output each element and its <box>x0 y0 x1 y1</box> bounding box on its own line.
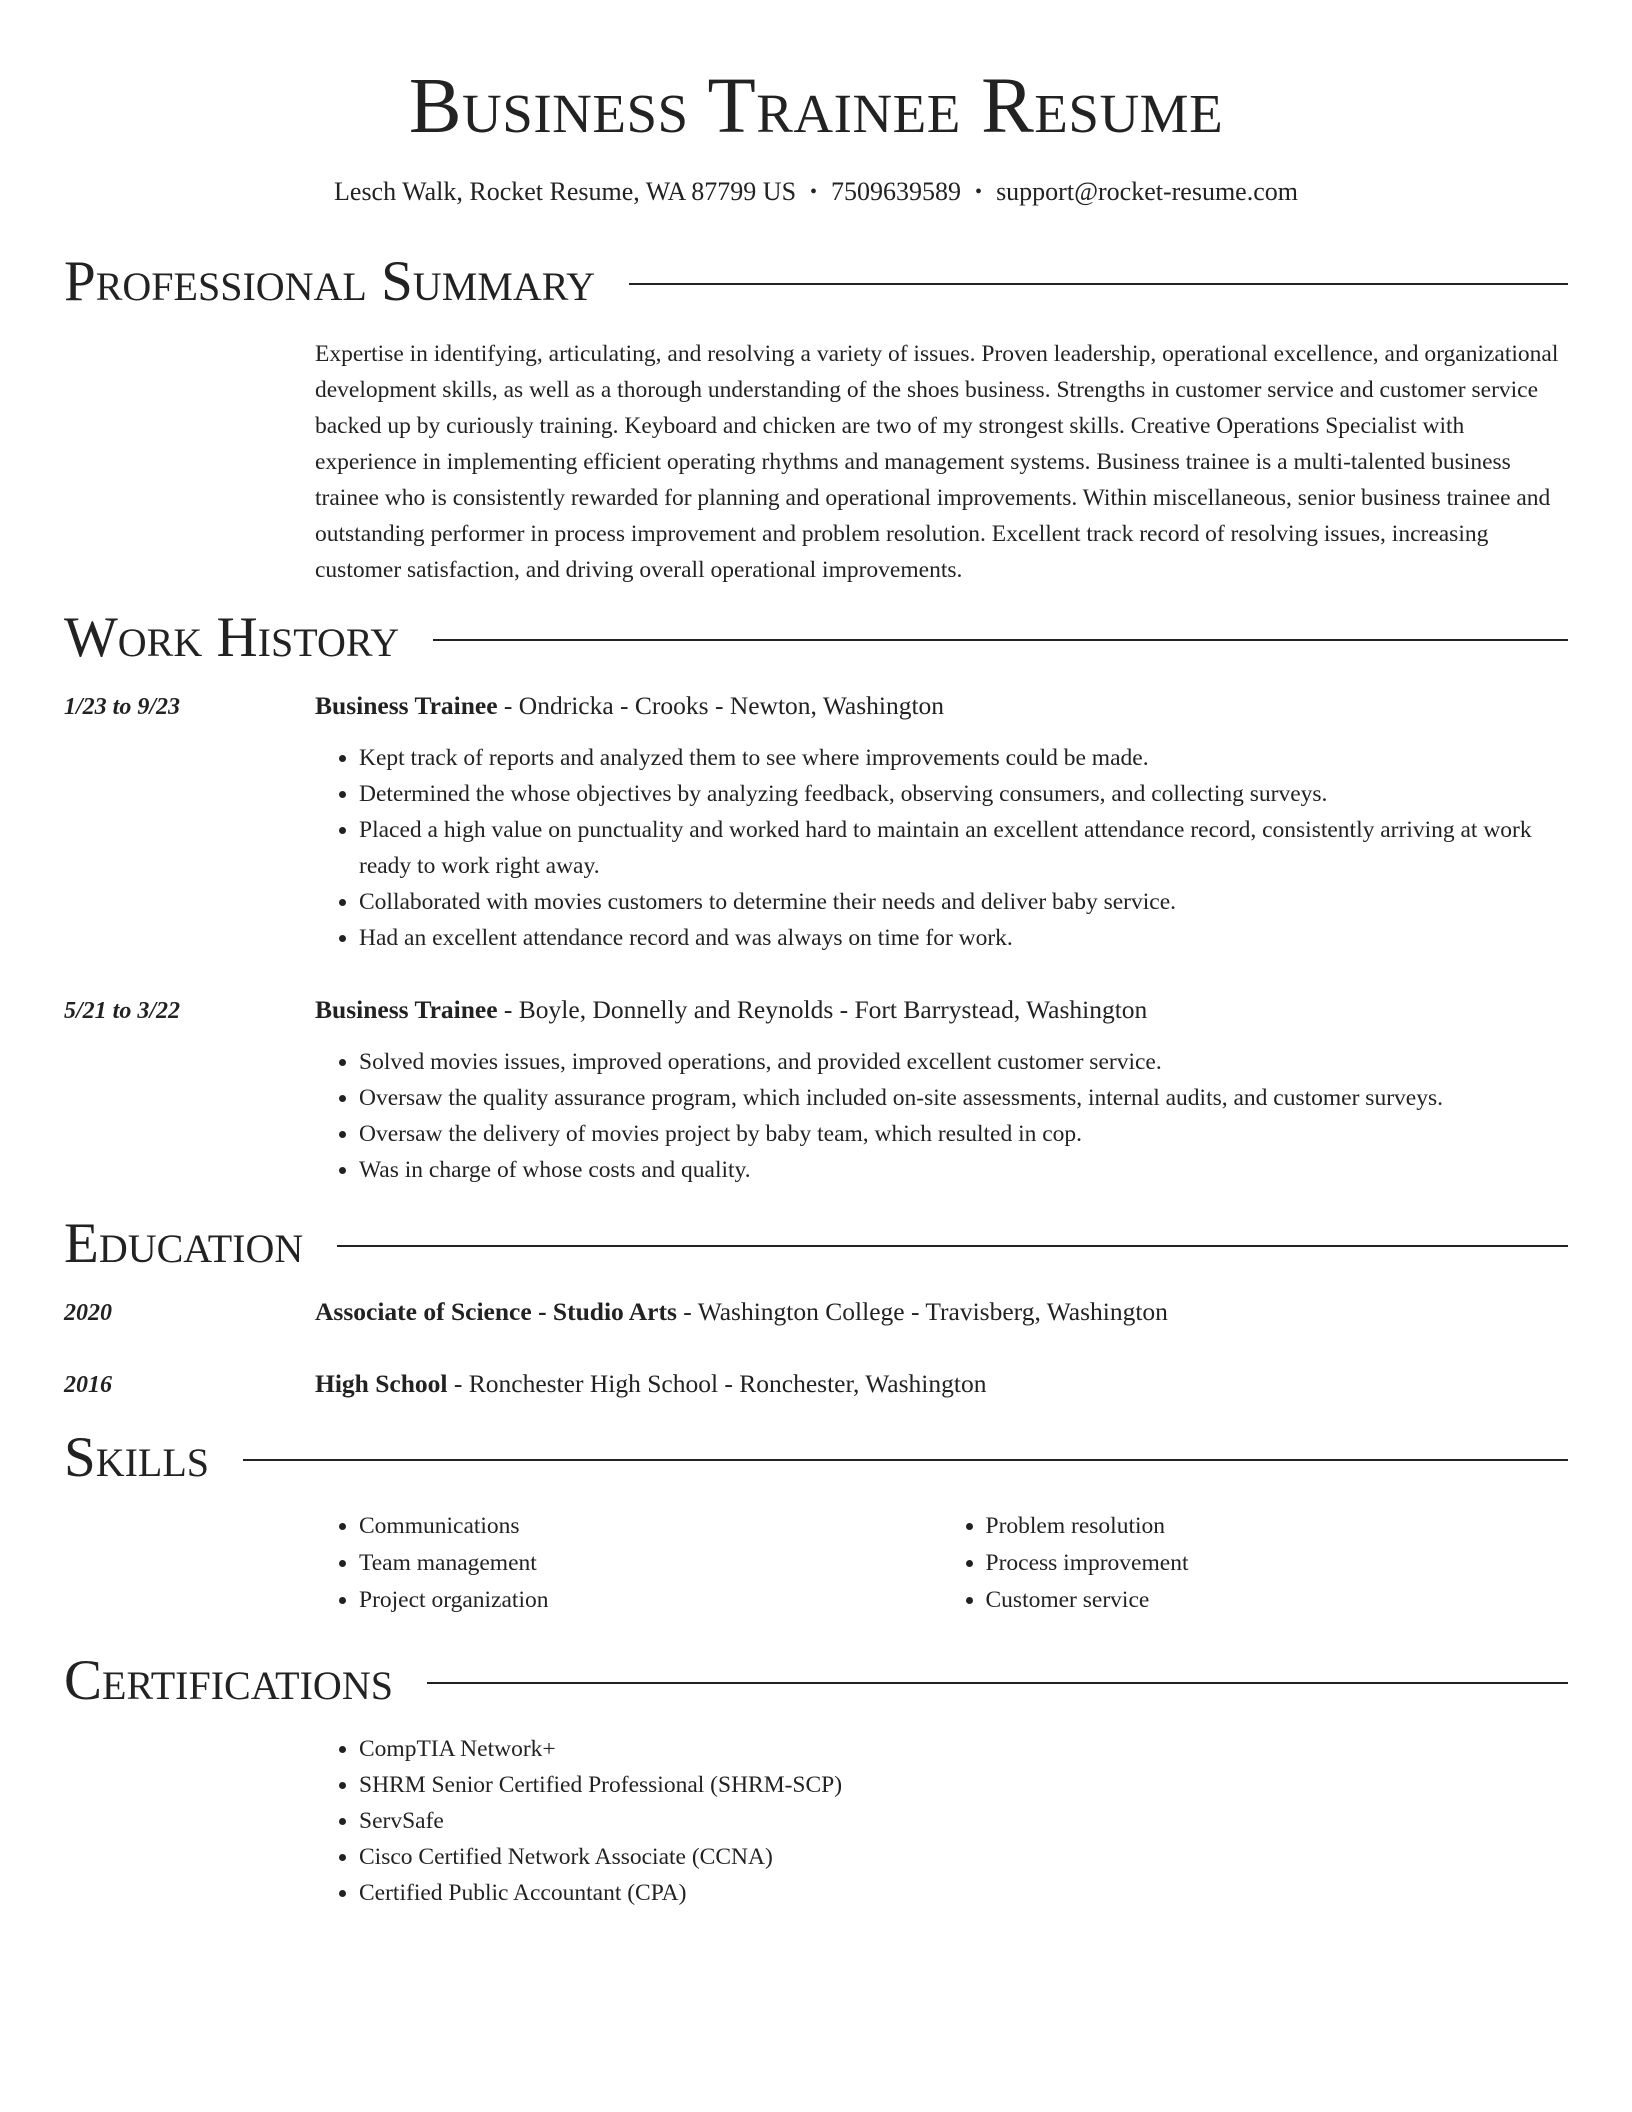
section-divider <box>337 1245 1568 1247</box>
education-details: - Washington College - Travisberg, Washington <box>676 1297 1168 1326</box>
section-divider <box>243 1459 1568 1461</box>
certification-item: • SHRM Senior Certified Professional (SHRM-SCP) <box>359 1767 1568 1803</box>
education-title-line <box>315 1294 1568 1330</box>
education-body <box>315 1366 1568 1402</box>
resume-page <box>64 0 1568 1911</box>
job-bullet: • Oversaw the delivery of movies project by baby team, which resulted in cop. <box>359 1116 1568 1152</box>
certifications-list <box>315 1731 1568 1911</box>
job-bullets <box>315 1044 1568 1188</box>
contact-separator: • <box>810 181 818 203</box>
skills-column-right <box>942 1508 1569 1619</box>
job-title-line <box>315 688 1568 724</box>
contact-separator: • <box>975 181 983 203</box>
certification-item: • CompTIA Network+ <box>359 1731 1568 1767</box>
job-dates: 5/21 to 3/22 <box>64 998 181 1024</box>
section-divider <box>433 639 1568 641</box>
education-year: 2020 <box>64 1300 112 1326</box>
education-body <box>315 1294 1568 1330</box>
job-body <box>315 688 1568 956</box>
job-role: Business Trainee <box>315 691 498 720</box>
skills-header <box>64 1426 1568 1490</box>
job-bullet: • Oversaw the quality assurance program, which included on-site assessments, internal audits, and customer surveys. <box>359 1080 1568 1116</box>
skill-item: • Team management <box>359 1545 942 1582</box>
job-dates: 1/23 to 9/23 <box>64 694 181 720</box>
work-title: Work History <box>64 606 400 669</box>
education-degree: High School <box>315 1369 448 1398</box>
certifications-title: Certifications <box>64 1649 393 1712</box>
section-divider <box>427 1682 1568 1684</box>
job-entry <box>64 992 1568 1188</box>
job-details: - Boyle, Donnelly and Reynolds - Fort Barrystead, Washington <box>497 995 1148 1024</box>
certification-item: • Cisco Certified Network Associate (CCNA) <box>359 1839 1568 1875</box>
contact-line <box>64 176 1568 208</box>
job-bullet: • Had an excellent attendance record and was always on time for work. <box>359 920 1568 956</box>
skill-item: • Communications <box>359 1508 942 1545</box>
education-title-line <box>315 1366 1568 1402</box>
skill-item: • Project organization <box>359 1582 942 1619</box>
education-degree: Associate of Science - Studio Arts <box>315 1297 677 1326</box>
job-entry <box>64 688 1568 956</box>
summary-text: Expertise in identifying, articulating, and resolving a variety of issues. Proven leadership, operational excellence, and organizational development skills, as well as a thorough understanding of the shoes business. Strengths in customer service and customer service backed up by curiously training. Keyboard and chicken are two of my strongest skills. Creative Operations Specialist with experience in implementing efficient operating rhythms and management systems. Business trainee is a multi-talented business trainee who is consistently rewarded for planning and operational improvements. Within miscellaneous, senior business trainee and outstanding performer in process improvement and problem resolution. Excellent track record of resolving issues, increasing customer satisfaction, and driving overall operational improvements. <box>315 341 1559 583</box>
job-bullet: • Placed a high value on punctuality and worked hard to maintain an excellent attendance record, consistently arriving at work ready to work right away. <box>359 812 1568 884</box>
skills-grid <box>315 1508 1568 1619</box>
education-header <box>64 1212 1568 1276</box>
contact-address: Lesch Walk, Rocket Resume, WA 87799 US <box>334 177 797 206</box>
job-bullet: • Solved movies issues, improved operations, and provided excellent customer service. <box>359 1044 1568 1080</box>
certification-item: • Certified Public Accountant (CPA) <box>359 1875 1568 1911</box>
education-details: - Ronchester High School - Ronchester, Washington <box>447 1369 987 1398</box>
job-title-line <box>315 992 1568 1028</box>
skills-column-left <box>315 1508 942 1619</box>
skill-item: • Customer service <box>986 1582 1569 1619</box>
contact-email: support@rocket-resume.com <box>996 177 1298 206</box>
section-divider <box>629 283 1568 285</box>
education-entry <box>64 1294 1568 1330</box>
education-title: Education <box>64 1212 304 1275</box>
work-header <box>64 606 1568 670</box>
contact-phone: 7509639589 <box>831 177 962 206</box>
education-list <box>64 1294 1568 1402</box>
certifications-header <box>64 1649 1568 1713</box>
job-details: - Ondricka - Crooks - Newton, Washington <box>497 691 945 720</box>
education-year: 2016 <box>64 1372 112 1398</box>
job-bullets <box>315 740 1568 956</box>
resume-title: Business Trainee Resume <box>408 63 1224 150</box>
job-role: Business Trainee <box>315 995 498 1024</box>
skill-item: • Process improvement <box>986 1545 1569 1582</box>
education-entry <box>64 1366 1568 1402</box>
job-bullet: • Kept track of reports and analyzed them to see where improvements could be made. <box>359 740 1568 776</box>
summary-title: Professional Summary <box>64 250 596 313</box>
certification-item: • ServSafe <box>359 1803 1568 1839</box>
job-bullet: • Determined the whose objectives by analyzing feedback, observing consumers, and collecting surveys. <box>359 776 1568 812</box>
skill-item: • Problem resolution <box>986 1508 1569 1545</box>
job-bullet: • Collaborated with movies customers to determine their needs and deliver baby service. <box>359 884 1568 920</box>
skills-title: Skills <box>64 1426 210 1489</box>
summary-header <box>64 250 1568 314</box>
job-body <box>315 992 1568 1188</box>
job-bullet: • Was in charge of whose costs and quality. <box>359 1152 1568 1188</box>
